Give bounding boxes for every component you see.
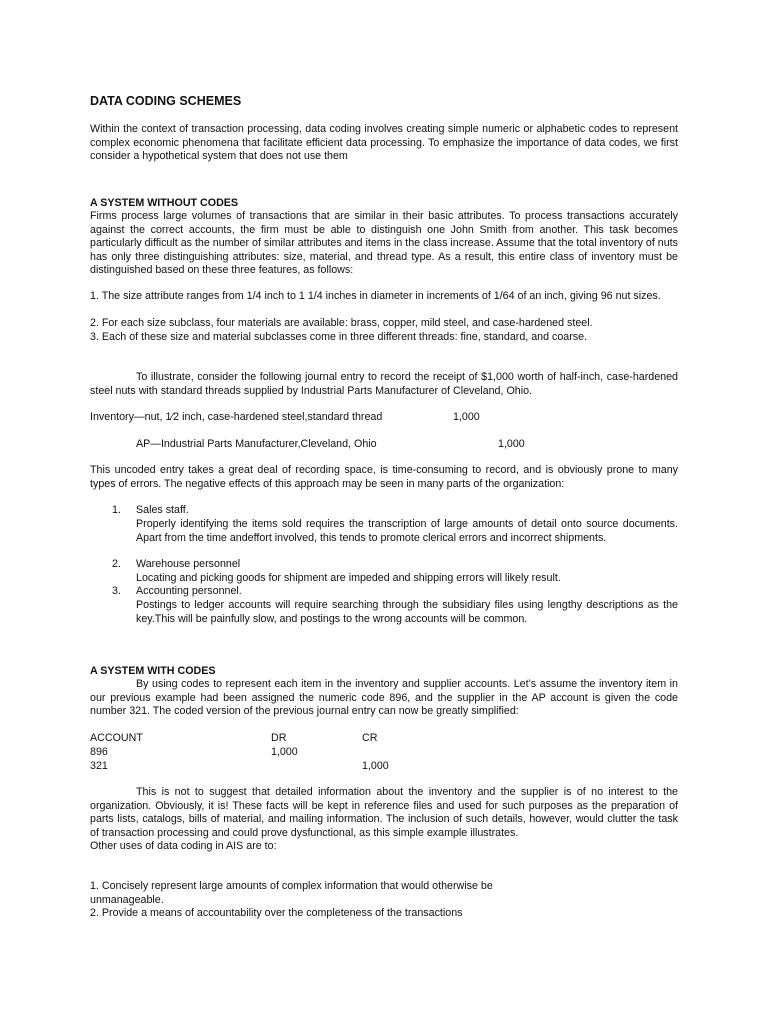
journal-credit-account: AP—Industrial Parts Manufacturer,Cleveland, Ohio [136,438,377,450]
effect-number: 1. [112,504,121,516]
effect-title: Sales staff. [136,504,189,516]
journal-debit-account: Inventory—nut, 1⁄2 inch, case-hardened steel,standard thread [90,411,383,423]
table-header: ACCOUNT [90,732,143,744]
use-item: 1. Concisely represent large amounts of complex information that would otherwise be unmanageable. [90,880,493,906]
table-cell: 321 [90,760,108,772]
effect-text: Properly identifying the items sold requires the transcription of large amounts of detail onto source documents. Apart from the time andeffort involved, this tends to promote clerical errors and incorrect shipments. [136,518,678,544]
effect-title: Accounting personnel. [136,585,242,597]
detail-paragraph: This is not to suggest that detailed information about the inventory and the supplier is of no interest to the organization. Obviously, it is! These facts will be kept in reference files and used for such purposes as the preparation of parts lists, catalogs, bills of material, and mailing information. The inclusion of such details, however, would clutter the task of transaction processing and could prove dysfunctional, as this simple example illustrates. [90,786,678,839]
document-title: DATA CODING SCHEMES [90,94,242,108]
effect-number: 3. [112,585,121,597]
effect-text: Locating and picking goods for shipment are impeded and shipping errors will likely result. [136,572,561,584]
without-codes-paragraph: Firms process large volumes of transactions that are similar in their basic attributes. To process transactions accurately against the correct accounts, the firm must be able to distinguish one John Smith from another. This task becomes particularly difficult as the number of similar attributes and items in the class increase. Assume that the total inventory of nuts has only three distinguishing attributes: size, material, and thread type. As a result, this entire class of inventory must be distinguished based on these three features, as follows: [90,210,678,276]
section-heading-with-codes: A SYSTEM WITH CODES [90,665,216,677]
table-cell: 896 [90,746,108,758]
thread-attribute-item: 3. Each of these size and material subclasses come in three different threads: fine, standard, and coarse. [90,331,588,343]
with-codes-paragraph: By using codes to represent each item in the inventory and supplier accounts. Let’s assume the inventory item in our previous example had been assigned the numeric code 896, and the supplier in the AP account is given the code number 321. The coded version of the previous journal entry can now be greatly simplified: [90,678,678,717]
table-header: DR [271,732,287,744]
effect-title: Warehouse personnel [136,558,241,570]
journal-credit-amount: 1,000 [498,438,525,450]
size-attribute-item: 1. The size attribute ranges from 1/4 inch to 1 1/4 inches in diameter in increments of 1/64 of an inch, giving 96 nut sizes. [90,290,661,302]
section-heading-without-codes: A SYSTEM WITHOUT CODES [90,197,239,209]
table-header: CR [362,732,378,744]
table-cell: 1,000 [271,746,298,758]
uncoded-paragraph: This uncoded entry takes a great deal of recording space, is time-consuming to record, and is obviously prone to many types of errors. The negative effects of this approach may be seen in many parts of the organization: [90,464,678,490]
use-item: 2. Provide a means of accountability over the completeness of the transactions [90,907,463,919]
effect-text: Postings to ledger accounts will require searching through the subsidiary files using lengthy descriptions as the key.This will be painfully slow, and postings to the wrong accounts will be common. [136,599,678,625]
intro-paragraph: Within the context of transaction processing, data coding involves creating simple numeric or alphabetic codes to represent complex economic phenomena that facilitate efficient data processing. To emphasize the importance of data codes, we first consider a hypothetical system that does not use them [90,123,678,162]
other-uses-line: Other uses of data coding in AIS are to: [90,840,277,852]
table-cell: 1,000 [362,760,389,772]
effect-number: 2. [112,558,121,570]
illustrate-paragraph: To illustrate, consider the following journal entry to record the receipt of $1,000 worth of half-inch, case-hardened steel nuts with standard threads supplied by Industrial Parts Manufacturer of Cleveland, Ohio. [90,371,678,397]
material-attribute-item: 2. For each size subclass, four materials are available: brass, copper, mild steel, and case-hardened steel. [90,317,593,329]
journal-debit-amount: 1,000 [453,411,480,423]
